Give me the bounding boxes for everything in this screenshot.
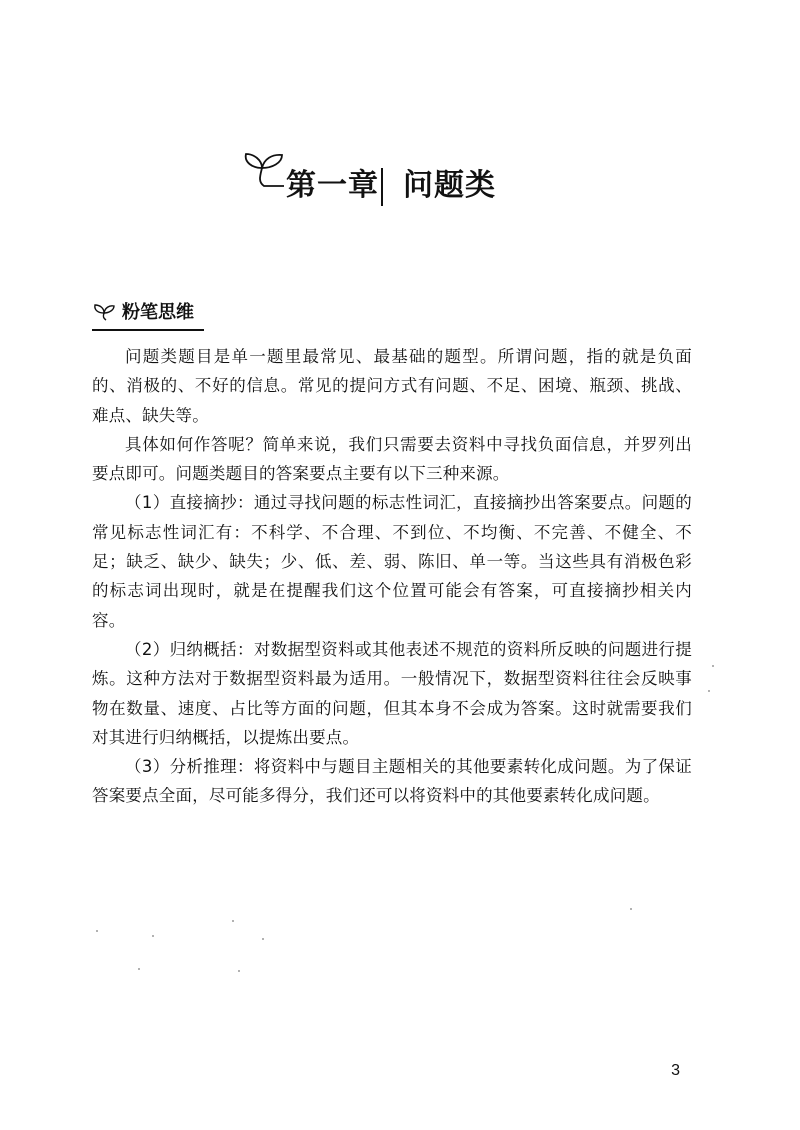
sprout-icon <box>92 302 116 322</box>
paragraph: （3）分析推理：将资料中与题目主题相关的其他要素转化成问题。为了保证答案要点全面，尽可能多得分，我们还可以将资料中的其他要素转化成问题。 <box>92 757 692 806</box>
scan-speck <box>232 920 234 922</box>
chapter-divider <box>381 168 383 206</box>
scan-speck <box>138 968 140 970</box>
scan-speck <box>262 938 264 940</box>
paragraph: 问题类题目是单一题里最常见、最基础的题型。所谓问题，指的就是负面的、消极的、不好的信息。常见的提问方式有问题、不足、困境、瓶颈、挑战、难点、缺失等。 <box>92 347 692 425</box>
paragraph: 具体如何作答呢？简单来说，我们只需要去资料中寻找负面信息，并罗列出要点即可。问题类题目的答案要点主要有以下三种来源。 <box>92 434 692 484</box>
scan-speck <box>630 908 632 910</box>
scan-speck <box>238 970 240 972</box>
chapter-name: 问题类 <box>403 168 496 203</box>
scan-speck <box>708 690 710 692</box>
chapter-header <box>238 148 558 208</box>
section-title: 粉笔思维 <box>122 302 194 323</box>
paragraph: （1）直接摘抄：通过寻找问题的标志性词汇，直接摘抄出答案要点。问题的常见标志性词汇有：不科学、不合理、不到位、不均衡、不完善、不健全、不足；缺乏、缺少、缺失；少、低、差、弱、陈旧、单一等。当这些具有消极色彩的标志词出现时，就是在提醒我们这个位置可能会有答案，可直接摘抄相关内容。 <box>92 493 692 630</box>
chapter-title: 第一章 <box>286 168 379 203</box>
section-underline <box>92 329 204 331</box>
sprout-icon <box>238 148 288 194</box>
paragraph: （2）归纳概括：对数据型资料或其他表述不规范的资料所反映的问题进行提炼。这种方法对于数据型资料最为适用。一般情况下，数据型资料往往会反映事物在数量、速度、占比等方面的问题，但其本身不会成为答案。这时就需要我们对其进行归纳概括，以提炼出要点。 <box>92 639 692 747</box>
scan-speck <box>152 935 154 937</box>
scan-speck <box>96 930 98 932</box>
page-number: 3 <box>671 1062 680 1079</box>
scan-speck <box>712 665 714 667</box>
body-text <box>92 342 692 811</box>
